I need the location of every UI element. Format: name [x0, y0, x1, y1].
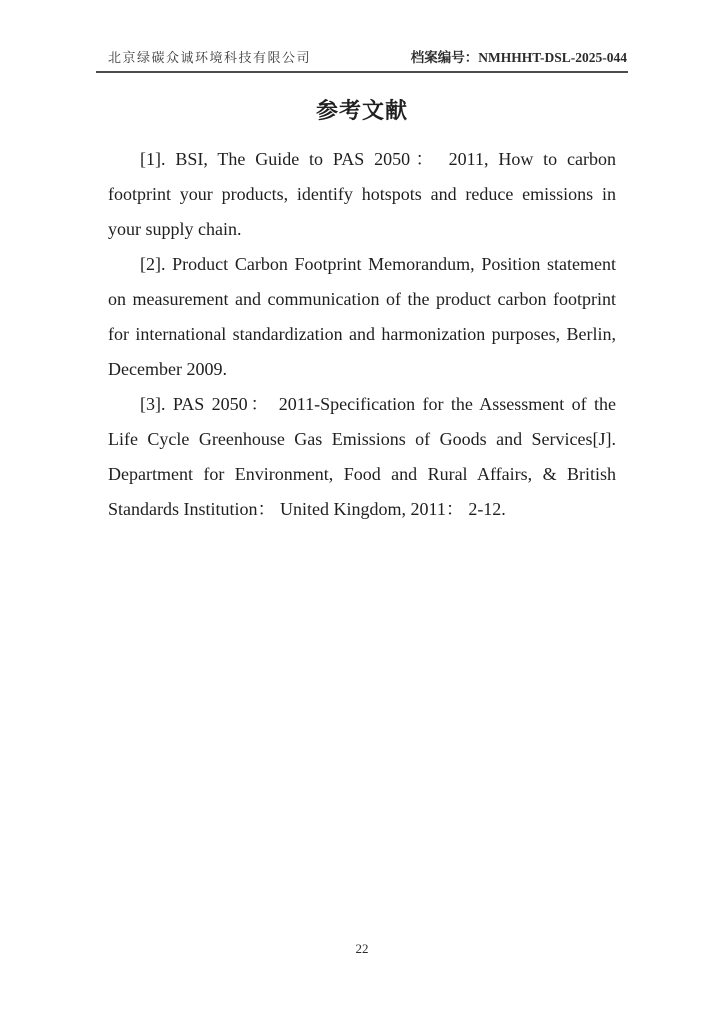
- reference-item-2: [2]. Product Carbon Footprint Memorandum, Position statement on measurement and communication of the product carbon footprint for international standardization and harmonization purposes, Berlin, December 2009.: [108, 254, 616, 379]
- page-title: 参考文献: [315, 98, 408, 123]
- references-list: [108, 142, 616, 527]
- page-number: 22: [355, 941, 369, 956]
- file-number-label: 档案编号：: [410, 50, 479, 65]
- reference-item-1: [1]. BSI, The Guide to PAS 2050： 2011, How to carbon footprint your products, identify hotspots and reduce emissions in your supply chain.: [108, 149, 616, 239]
- file-number-value: NMHHHT-DSL-2025-044: [478, 50, 627, 65]
- page-header: [96, 46, 628, 73]
- company-name: 北京绿碳众诚环境科技有限公司: [108, 50, 312, 65]
- reference-item-3: [3]. PAS 2050： 2011-Specification for the Assessment of the Life Cycle Greenhouse Gas Emissions of Goods and Services[J]. Department for Environment, Food and Rural Affairs, & British Standards Institution： United Kingdom, 2011： 2-12.: [108, 394, 616, 519]
- file-number: [411, 46, 627, 66]
